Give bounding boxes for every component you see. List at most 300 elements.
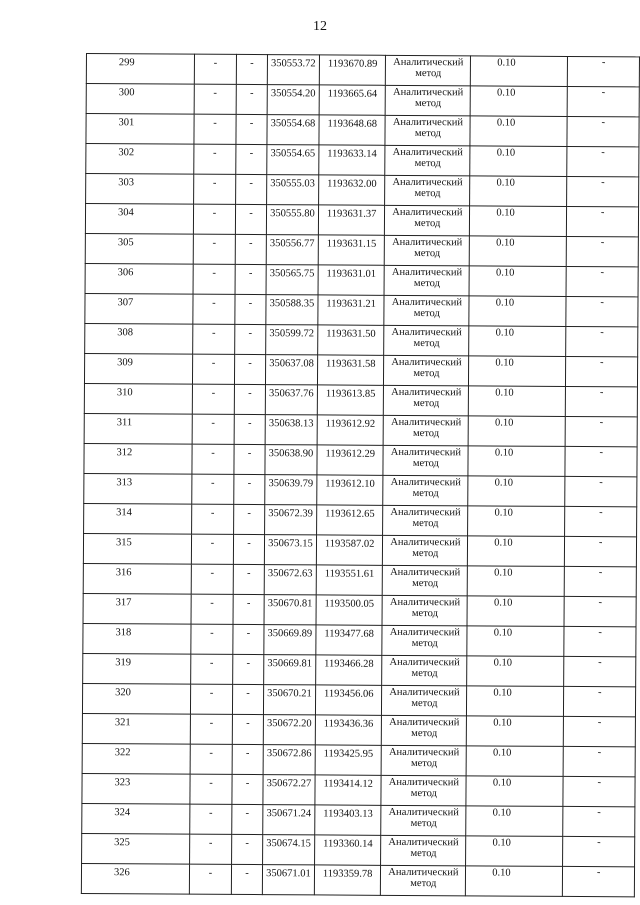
table-row [83,533,636,566]
y-coordinate-cell: 1193631.15 [318,235,385,265]
table-row [84,413,637,446]
method-cell [386,55,471,86]
x-coordinate-cell: 350556.77 [266,235,318,265]
dash-cell: - [233,534,264,564]
point-number-cell: 310 [84,383,192,414]
method-cell [381,805,466,836]
table-row [85,263,638,296]
accuracy-cell: 0.10 [468,446,565,477]
method-line-1: Аналитический [393,56,464,69]
dash-cell: - [189,864,231,894]
x-coordinate-cell: 350672.20 [263,715,315,745]
dash-cell: - [565,506,637,536]
y-coordinate-cell: 1193612.29 [317,445,384,475]
dash-cell: - [233,594,264,624]
x-coordinate-cell: 350638.13 [265,415,317,445]
x-coordinate-cell: 350672.39 [264,505,316,535]
point-number-cell: 326 [81,863,189,894]
dash-cell: - [566,326,638,356]
method-cell [383,445,468,476]
y-coordinate-cell: 1193456.06 [315,685,382,715]
table-row [84,383,637,416]
x-coordinate-cell: 350674.15 [262,835,314,865]
dash-cell: - [564,596,636,626]
y-coordinate-cell: 1193612.65 [316,505,383,535]
dash-cell: - [235,204,266,234]
point-number-cell: 306 [85,263,193,294]
dash-cell: - [565,446,637,476]
dash-cell: - [563,776,635,806]
method-line-2: метод [414,188,441,200]
method-line-2: метод [411,727,438,740]
x-coordinate-cell: 350670.81 [264,595,316,625]
y-coordinate-cell: 1193414.12 [315,775,382,805]
dash-cell: - [190,804,232,834]
accuracy-cell: 0.10 [470,176,567,207]
dash-cell: - [234,444,265,474]
method-line-2: метод [411,668,438,680]
dash-cell: - [190,684,232,714]
table-row [84,353,637,386]
dash-cell: - [233,624,264,654]
dash-cell: - [194,114,236,144]
dash-cell: - [564,686,636,716]
dash-cell: - [565,416,637,446]
dash-cell: - [191,564,233,594]
accuracy-cell: 0.10 [467,626,564,657]
dash-cell: - [193,324,235,354]
dash-cell: - [563,836,635,866]
point-number-cell: 317 [83,593,191,624]
x-coordinate-cell: 350638.90 [265,445,317,475]
method-line-1: Аналитический [391,296,462,309]
table-row [82,713,635,746]
method-line-2: метод [413,398,440,410]
dash-cell: - [236,144,267,174]
y-coordinate-cell: 1193612.92 [317,415,384,445]
point-number-cell: 324 [82,803,190,834]
dash-cell: - [193,204,235,234]
method-line-2: метод [413,368,440,380]
method-line-2: метод [415,68,442,80]
table-row [82,743,635,776]
accuracy-cell: 0.10 [467,716,564,747]
method-cell [384,295,469,326]
method-cell [384,355,469,386]
accuracy-cell: 0.10 [470,86,567,117]
point-number-cell: 309 [84,353,192,384]
dash-cell: - [192,384,234,414]
dash-cell: - [190,774,232,804]
dash-cell: - [564,656,636,686]
y-coordinate-cell: 1193631.01 [318,265,385,295]
dash-cell: - [566,386,638,416]
table-row [86,144,639,177]
method-line-1: Аналитический [389,626,460,639]
table-row [82,833,635,866]
x-coordinate-cell: 350637.76 [265,385,317,415]
point-number-cell: 325 [82,833,190,864]
dash-cell: - [567,236,639,266]
method-line-2: метод [411,697,438,710]
table-row [82,803,635,836]
accuracy-cell: 0.10 [468,536,565,567]
dash-cell: - [190,654,232,684]
method-line-2: метод [411,638,438,650]
dash-cell: - [192,354,234,384]
dash-cell: - [190,714,232,744]
method-line-1: Аналитический [390,416,462,429]
y-coordinate-cell: 1193670.89 [319,55,386,85]
method-line-1: Аналитический [388,836,459,849]
table-row [86,174,639,207]
dash-cell: - [568,56,640,86]
table-row [85,323,638,356]
method-line-2: метод [414,158,441,170]
dash-cell: - [190,744,232,774]
y-coordinate-cell: 1193403.13 [315,805,382,835]
x-coordinate-cell: 350553.72 [267,55,319,85]
dash-cell: - [194,84,236,114]
dash-cell: - [232,804,263,834]
x-coordinate-cell: 350639.79 [265,475,317,505]
y-coordinate-cell: 1193587.02 [316,535,383,565]
dash-cell: - [566,356,638,386]
accuracy-cell: 0.10 [466,746,563,777]
x-coordinate-cell: 350565.75 [266,265,318,295]
dash-cell: - [192,474,234,504]
dash-cell: - [192,444,234,474]
method-line-2: метод [412,548,439,560]
point-number-cell: 313 [84,473,192,504]
accuracy-cell: 0.10 [469,386,566,417]
dash-cell: - [232,774,263,804]
x-coordinate-cell: 350669.81 [264,655,316,685]
accuracy-cell: 0.10 [470,116,567,147]
point-number-cell: 305 [85,233,193,264]
dash-cell: - [233,654,264,684]
x-coordinate-cell: 350671.24 [263,805,315,835]
x-coordinate-cell: 350672.63 [264,565,316,595]
accuracy-cell: 0.10 [468,506,565,537]
x-coordinate-cell: 350670.21 [263,685,315,715]
method-line-1: Аналитический [390,566,461,579]
x-coordinate-cell: 350588.35 [266,295,318,325]
method-line-2: метод [410,847,437,860]
table-row [82,683,635,716]
dash-cell: - [235,294,266,324]
y-coordinate-cell: 1193632.00 [318,175,385,205]
coordinates-table-body [81,54,639,897]
method-cell [383,505,468,536]
dash-cell: - [233,564,264,594]
point-number-cell: 300 [86,84,194,115]
method-line-1: Аналитический [388,746,460,759]
accuracy-cell: 0.10 [468,416,565,447]
y-coordinate-cell: 1193612.10 [317,475,384,505]
method-line-2: метод [410,757,438,770]
dash-cell: - [567,176,639,206]
method-line-2: метод [413,338,440,350]
dash-cell: - [567,116,639,146]
accuracy-cell: 0.10 [466,836,563,867]
accuracy-cell: 0.10 [469,266,566,297]
y-coordinate-cell: 1193648.68 [319,115,386,145]
method-line-2: метод [412,428,440,440]
x-coordinate-cell: 350672.27 [263,775,315,805]
method-line-1: Аналитический [391,266,463,279]
dash-cell: - [235,264,266,294]
method-cell [384,265,469,296]
method-cell [382,595,467,626]
dash-cell: - [234,354,265,384]
table-row [83,653,636,686]
y-coordinate-cell: 1193631.21 [318,295,385,325]
point-number-cell: 312 [84,443,192,474]
method-cell [384,415,469,446]
dash-cell: - [234,414,265,444]
x-coordinate-cell: 350555.80 [266,205,318,235]
point-number-cell: 308 [85,323,193,354]
method-line-2: метод [410,787,437,800]
dash-cell: - [194,54,236,84]
method-line-2: метод [414,128,441,140]
y-coordinate-cell: 1193665.64 [319,85,386,115]
y-coordinate-cell: 1193633.14 [319,145,386,175]
dash-cell: - [565,566,637,596]
accuracy-cell: 0.10 [471,56,568,87]
method-cell [382,745,467,776]
x-coordinate-cell: 350555.03 [266,175,318,205]
y-coordinate-cell: 1193631.58 [317,355,384,385]
x-coordinate-cell: 350672.86 [263,745,315,775]
dash-cell: - [564,626,636,656]
method-cell [382,685,467,716]
dash-cell: - [192,414,234,444]
method-line-1: Аналитический [392,116,464,129]
dash-cell: - [566,296,638,326]
dash-cell: - [234,384,265,414]
point-number-cell: 322 [82,743,190,774]
method-line-2: метод [410,817,437,830]
dash-cell: - [563,866,635,896]
dash-cell: - [235,324,266,354]
accuracy-cell: 0.10 [469,356,566,387]
y-coordinate-cell: 1193551.61 [316,565,383,595]
method-cell [382,655,467,686]
x-coordinate-cell: 350554.65 [267,145,319,175]
dash-cell: - [567,146,639,176]
method-line-2: метод [412,518,439,530]
table-row [83,563,636,596]
method-line-1: Аналитический [388,866,459,879]
dash-cell: - [236,174,267,204]
method-cell [384,325,469,356]
method-cell [385,235,470,266]
table-row [83,623,636,656]
dash-cell: - [191,594,233,624]
dash-cell: - [234,474,265,504]
method-line-1: Аналитический [391,386,462,399]
dash-cell: - [193,294,235,324]
method-line-2: метод [410,877,437,890]
dash-cell: - [564,716,636,746]
accuracy-cell: 0.10 [469,326,566,357]
dash-cell: - [232,834,263,864]
method-cell [385,205,470,236]
accuracy-cell: 0.10 [470,236,567,267]
y-coordinate-cell: 1193500.05 [316,595,383,625]
accuracy-cell: 0.10 [466,866,563,897]
table-row [86,84,639,117]
x-coordinate-cell: 350554.20 [267,85,319,115]
accuracy-cell: 0.10 [466,806,563,837]
method-line-2: метод [414,218,441,230]
method-line-2: метод [411,608,439,620]
method-line-2: метод [412,458,439,470]
table-row [85,293,638,326]
dash-cell: - [232,684,263,714]
method-line-1: Аналитический [392,86,464,99]
point-number-cell: 299 [86,54,194,85]
dash-cell: - [232,714,263,744]
table-row [84,443,637,476]
dash-cell: - [563,746,635,776]
dash-cell: - [191,624,233,654]
point-number-cell: 302 [86,144,194,175]
method-cell [383,565,468,596]
table-row [82,773,635,806]
method-line-1: Аналитический [392,236,463,249]
method-line-1: Аналитический [391,356,462,369]
point-number-cell: 304 [85,204,193,235]
method-cell [385,115,470,146]
dash-cell: - [232,744,263,774]
x-coordinate-cell: 350554.68 [267,115,319,145]
dash-cell: - [236,84,267,114]
method-line-1: Аналитический [388,806,459,819]
accuracy-cell: 0.10 [469,296,566,327]
y-coordinate-cell: 1193631.50 [318,325,385,355]
method-cell [385,145,470,176]
dash-cell: - [236,54,267,84]
point-number-cell: 321 [82,713,190,744]
accuracy-cell: 0.10 [467,686,564,717]
table-row [85,204,638,237]
table-row [85,233,638,266]
table-row [83,593,636,626]
coordinates-table [81,53,640,897]
accuracy-cell: 0.10 [468,566,565,597]
method-line-1: Аналитический [390,446,462,459]
method-cell [381,775,466,806]
accuracy-cell: 0.10 [468,476,565,507]
dash-cell: - [193,264,235,294]
table-row [81,863,634,896]
dash-cell: - [189,834,231,864]
method-line-2: метод [413,278,441,290]
method-line-2: метод [413,308,440,320]
method-cell [385,175,470,206]
dash-cell: - [566,266,638,296]
point-number-cell: 315 [83,533,191,564]
method-line-2: метод [415,98,442,110]
y-coordinate-cell: 1193466.28 [316,655,383,685]
y-coordinate-cell: 1193425.95 [315,745,382,775]
method-line-1: Аналитический [389,656,460,669]
dash-cell: - [563,806,635,836]
method-line-2: метод [412,488,439,500]
dash-cell: - [235,234,266,264]
point-number-cell: 307 [85,293,193,324]
method-line-1: Аналитический [392,146,463,159]
accuracy-cell: 0.10 [470,206,567,237]
dash-cell: - [191,504,233,534]
y-coordinate-cell: 1193613.85 [317,385,384,415]
dash-cell: - [565,476,637,506]
method-cell [383,535,468,566]
method-line-1: Аналитический [389,596,461,609]
point-number-cell: 316 [83,563,191,594]
x-coordinate-cell: 350599.72 [266,325,318,355]
point-number-cell: 320 [82,683,190,714]
page-number: 12 [313,19,327,34]
method-cell [383,475,468,506]
dash-cell: - [191,534,233,564]
method-line-1: Аналитический [392,206,463,219]
point-number-cell: 314 [84,503,192,534]
method-line-2: метод [412,578,439,590]
method-line-1: Аналитический [389,716,460,729]
method-line-2: метод [414,248,441,260]
dash-cell: - [567,86,639,116]
dash-cell: - [194,144,236,174]
method-cell [382,715,467,746]
point-number-cell: 319 [83,653,191,684]
method-cell [381,865,466,896]
dash-cell: - [234,504,265,534]
y-coordinate-cell: 1193436.36 [315,715,382,745]
method-line-1: Аналитический [388,776,460,789]
method-cell [384,385,469,416]
method-line-1: Аналитический [390,536,461,549]
y-coordinate-cell: 1193359.78 [314,865,381,895]
table-row [84,503,637,536]
point-number-cell: 303 [86,174,194,205]
table-row [86,114,639,147]
method-cell [381,835,466,866]
dash-cell: - [565,536,637,566]
x-coordinate-cell: 350671.01 [262,865,314,895]
point-number-cell: 323 [82,773,190,804]
accuracy-cell: 0.10 [466,776,563,807]
y-coordinate-cell: 1193477.68 [316,625,383,655]
y-coordinate-cell: 1193631.37 [318,205,385,235]
dash-cell: - [567,206,639,236]
method-cell [386,85,471,116]
method-line-1: Аналитический [392,176,463,189]
table-row [86,54,639,87]
accuracy-cell: 0.10 [470,146,567,177]
accuracy-cell: 0.10 [467,596,564,627]
x-coordinate-cell: 350673.15 [264,535,316,565]
dash-cell: - [193,174,235,204]
y-coordinate-cell: 1193360.14 [314,835,381,865]
table-row [84,473,637,506]
dash-cell: - [236,114,267,144]
accuracy-cell: 0.10 [467,656,564,687]
method-line-1: Аналитический [389,686,460,699]
